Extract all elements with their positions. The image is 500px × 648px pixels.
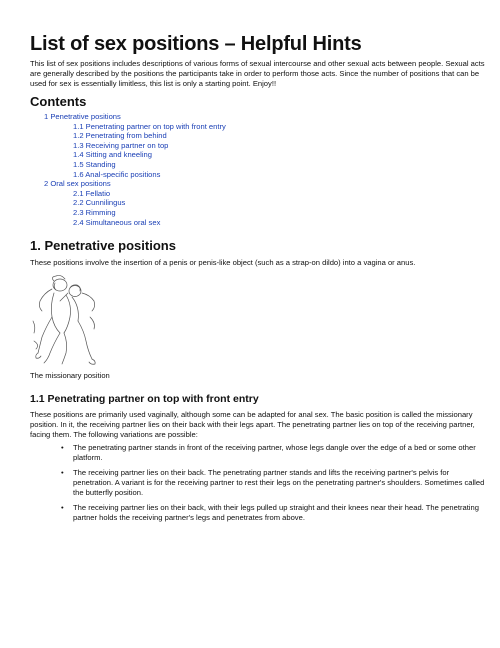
page-title: List of sex positions – Helpful Hints [30, 33, 362, 55]
list-item [30, 443, 485, 463]
list-item-text: The receiving partner lies on their back. The penetrating partner stands and lifts the receiving partner's pelvis for penetration. A variant is for the receiving partner to rest their legs on the penetrating partner's shoulders. Sometimes called the butterfly position. [73, 468, 485, 497]
variations-list [30, 443, 485, 528]
toc-item[interactable]: 1.3 Receiving partner on top [73, 140, 169, 150]
toc-item[interactable]: 1.1 Penetrating partner on top with front entry [73, 121, 226, 131]
toc-item[interactable]: 2 Oral sex positions [44, 179, 111, 189]
missionary-line-drawing [30, 271, 100, 367]
list-item-text: The penetrating partner stands in front of the receiving partner, whose legs dangle over the edge of a bed or some other platform. [73, 443, 476, 462]
intro-paragraph: This list of sex positions includes descriptions of various forms of sexual intercourse and other sexual acts between people. Sexual acts are generally described by the positions the participants take in order to perform those acts. Since the number of positions that can be used for sex is essentially limitless, this list is only a starting point. Enjoy!! [30, 59, 485, 88]
list-item-text: The receiving partner lies on their back, with their legs pulled up straight and their knees near their head. The penetrating partner holds the receiving partner's legs and penetrates from above. [73, 503, 479, 522]
section-heading-penetrative: 1. Penetrative positions [30, 238, 176, 253]
toc-item[interactable]: 2.3 Rimming [73, 207, 116, 217]
subsection-heading-front-entry: 1.1 Penetrating partner on top with front entry [30, 393, 259, 405]
toc-item[interactable]: 1.4 Sitting and kneeling [73, 150, 152, 160]
table-of-contents [30, 112, 226, 227]
contents-heading: Contents [30, 94, 87, 109]
bullet-icon: • [61, 443, 64, 452]
bullet-icon: • [61, 503, 64, 512]
list-item [30, 503, 485, 523]
subsection-paragraph: These positions are primarily used vaginally, although some can be adapted for anal sex. The basic position is called the missionary position. In it, the receiving partner lies on their back with their legs apart. The penetrating partner lies on top of the receiving partner, facing them. The following variations are possible: [30, 410, 475, 439]
toc-item[interactable]: 2.1 Fellatio [73, 188, 111, 198]
toc-item[interactable]: 2.4 Simultaneous oral sex [73, 217, 161, 227]
toc-item[interactable]: 1 Penetrative positions [44, 112, 121, 121]
bullet-icon: • [61, 468, 64, 477]
toc-item[interactable]: 1.6 Anal-specific positions [73, 169, 161, 179]
list-item [30, 468, 485, 498]
toc-item[interactable]: 2.2 Cunnilingus [73, 198, 126, 208]
section-paragraph: These positions involve the insertion of a penis or penis-like object (such as a strap-on dildo) into a vagina or anus. [30, 258, 416, 267]
figure-caption: The missionary position [30, 371, 110, 380]
toc-item[interactable]: 1.2 Penetrating from behind [73, 131, 167, 141]
toc-item[interactable]: 1.5 Standing [73, 159, 116, 169]
